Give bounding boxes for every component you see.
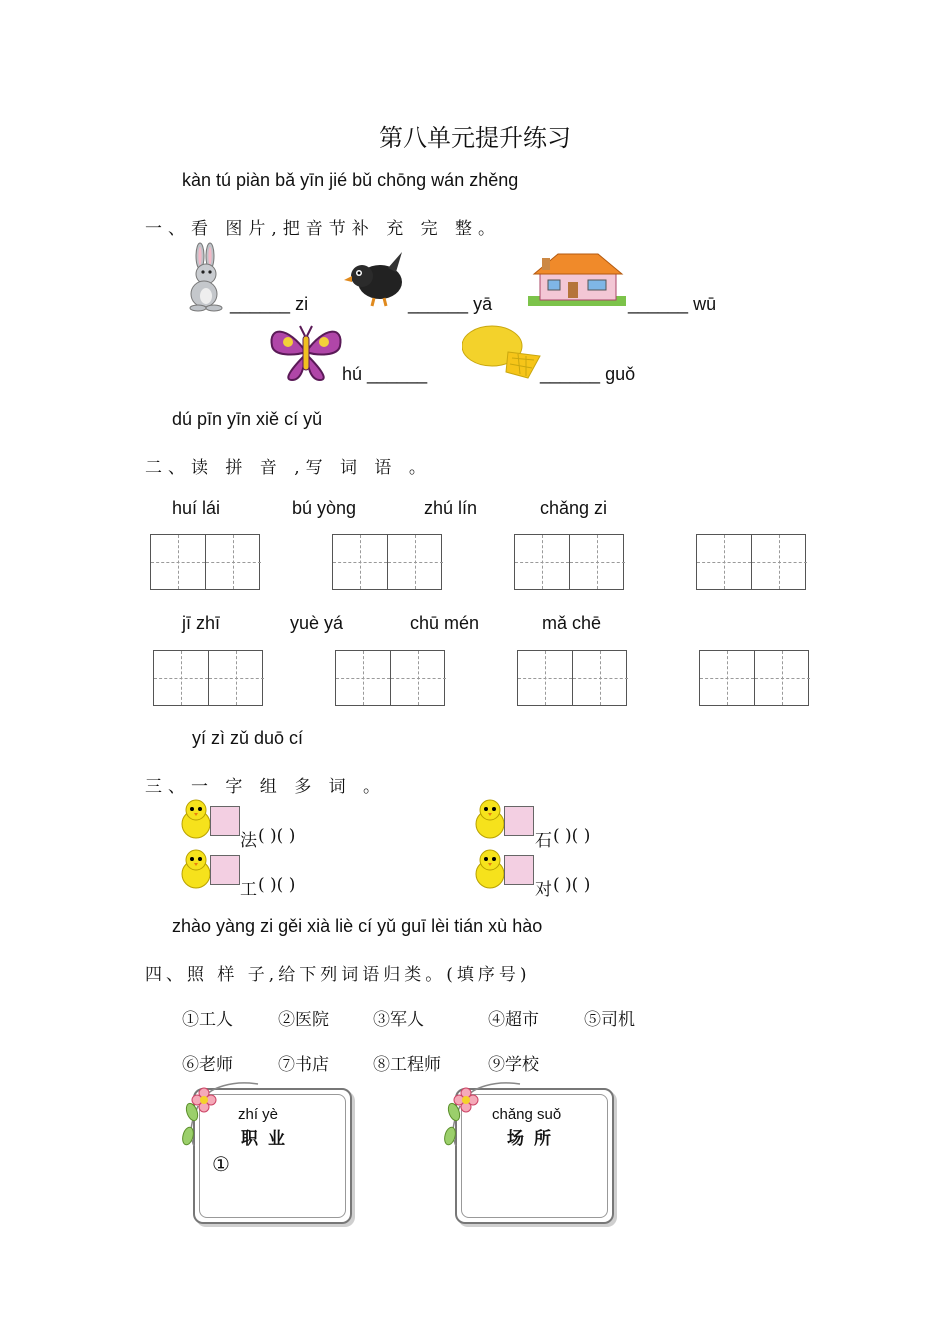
char-label: 石: [535, 831, 552, 851]
butterfly-answer-line[interactable]: hú ______: [342, 364, 428, 384]
word-pinyin: jī zhī: [182, 613, 221, 633]
rabbit-answer-line[interactable]: ______ zi: [230, 294, 309, 314]
mango-icon: [462, 322, 542, 380]
option-item: ②医院: [278, 1010, 329, 1030]
word-pinyin: chǎng zi: [540, 498, 608, 518]
option-item: ⑨学校: [488, 1055, 539, 1075]
option-item: ⑥老师: [182, 1055, 233, 1075]
section3-heading: 三、一 字 组 多 词 。: [145, 777, 387, 797]
writing-grid[interactable]: [696, 534, 806, 590]
writing-grid[interactable]: [514, 534, 624, 590]
word-pinyin: zhú lín: [424, 498, 478, 518]
writing-grid[interactable]: [335, 650, 445, 706]
mango-answer-line[interactable]: ______ guǒ: [540, 364, 636, 384]
option-item: ⑦书店: [278, 1055, 329, 1075]
crow-icon: [344, 246, 406, 308]
section2-pinyin: dú pīn yīn xiě cí yǔ: [172, 409, 323, 429]
char-box: [210, 855, 240, 885]
option-item: ⑧工程师: [373, 1055, 441, 1075]
house-answer-line[interactable]: ______ wū: [628, 294, 717, 314]
word-pinyin: huí lái: [172, 498, 221, 518]
option-item: ④超市: [488, 1010, 539, 1030]
option-item: ③军人: [373, 1010, 424, 1030]
chick-icon: [474, 798, 508, 840]
answer-blanks[interactable]: ( )( ): [553, 826, 591, 846]
char-box: [210, 806, 240, 836]
word-pinyin: chū mén: [410, 613, 480, 633]
char-label: 工: [240, 880, 257, 900]
crow-answer-line[interactable]: ______ yā: [408, 294, 493, 314]
char-label: 对: [535, 880, 552, 900]
char-box: [504, 806, 534, 836]
char-box: [504, 855, 534, 885]
word-pinyin: bú yòng: [292, 498, 357, 518]
category-label: 职业: [241, 1129, 295, 1149]
option-item: ①工人: [182, 1010, 233, 1030]
house-icon: [528, 250, 626, 306]
section4-heading: 四、照 样 子,给下列词语归类。(填序号): [145, 965, 531, 985]
rabbit-icon: [180, 242, 228, 312]
chick-icon: [474, 848, 508, 890]
answer-blanks[interactable]: ( )( ): [553, 875, 591, 895]
chick-icon: [180, 798, 214, 840]
char-label: 法: [240, 831, 257, 851]
section1-heading: 一、看 图片,把音节补 充 完 整。: [145, 219, 502, 239]
section1-pinyin: kàn tú piàn bǎ yīn jié bǔ chōng wán zhěng: [182, 170, 519, 190]
answer-blanks[interactable]: ( )( ): [258, 875, 296, 895]
writing-grid[interactable]: [699, 650, 809, 706]
writing-grid[interactable]: [332, 534, 442, 590]
section3-pinyin: yí zì zǔ duō cí: [192, 728, 304, 748]
word-pinyin: yuè yá: [290, 613, 344, 633]
category-pinyin: zhí yè: [238, 1106, 279, 1123]
category-label: 场所: [507, 1129, 561, 1149]
option-item: ⑤司机: [584, 1010, 635, 1030]
writing-grid[interactable]: [517, 650, 627, 706]
category-pinyin: chǎng suǒ: [492, 1106, 562, 1123]
section4-pinyin: zhào yàng zi gěi xià liè cí yǔ guī lèi tián xù hào: [172, 916, 543, 936]
writing-grid[interactable]: [150, 534, 260, 590]
section2-heading: 二、读 拼 音 ,写 词 语 。: [145, 458, 432, 478]
category-example: ①: [212, 1152, 230, 1176]
writing-grid[interactable]: [153, 650, 263, 706]
chick-icon: [180, 848, 214, 890]
word-pinyin: mǎ chē: [542, 613, 602, 633]
butterfly-icon: [268, 322, 344, 382]
answer-blanks[interactable]: ( )( ): [258, 826, 296, 846]
page-title: 第八单元提升练习: [379, 124, 571, 152]
